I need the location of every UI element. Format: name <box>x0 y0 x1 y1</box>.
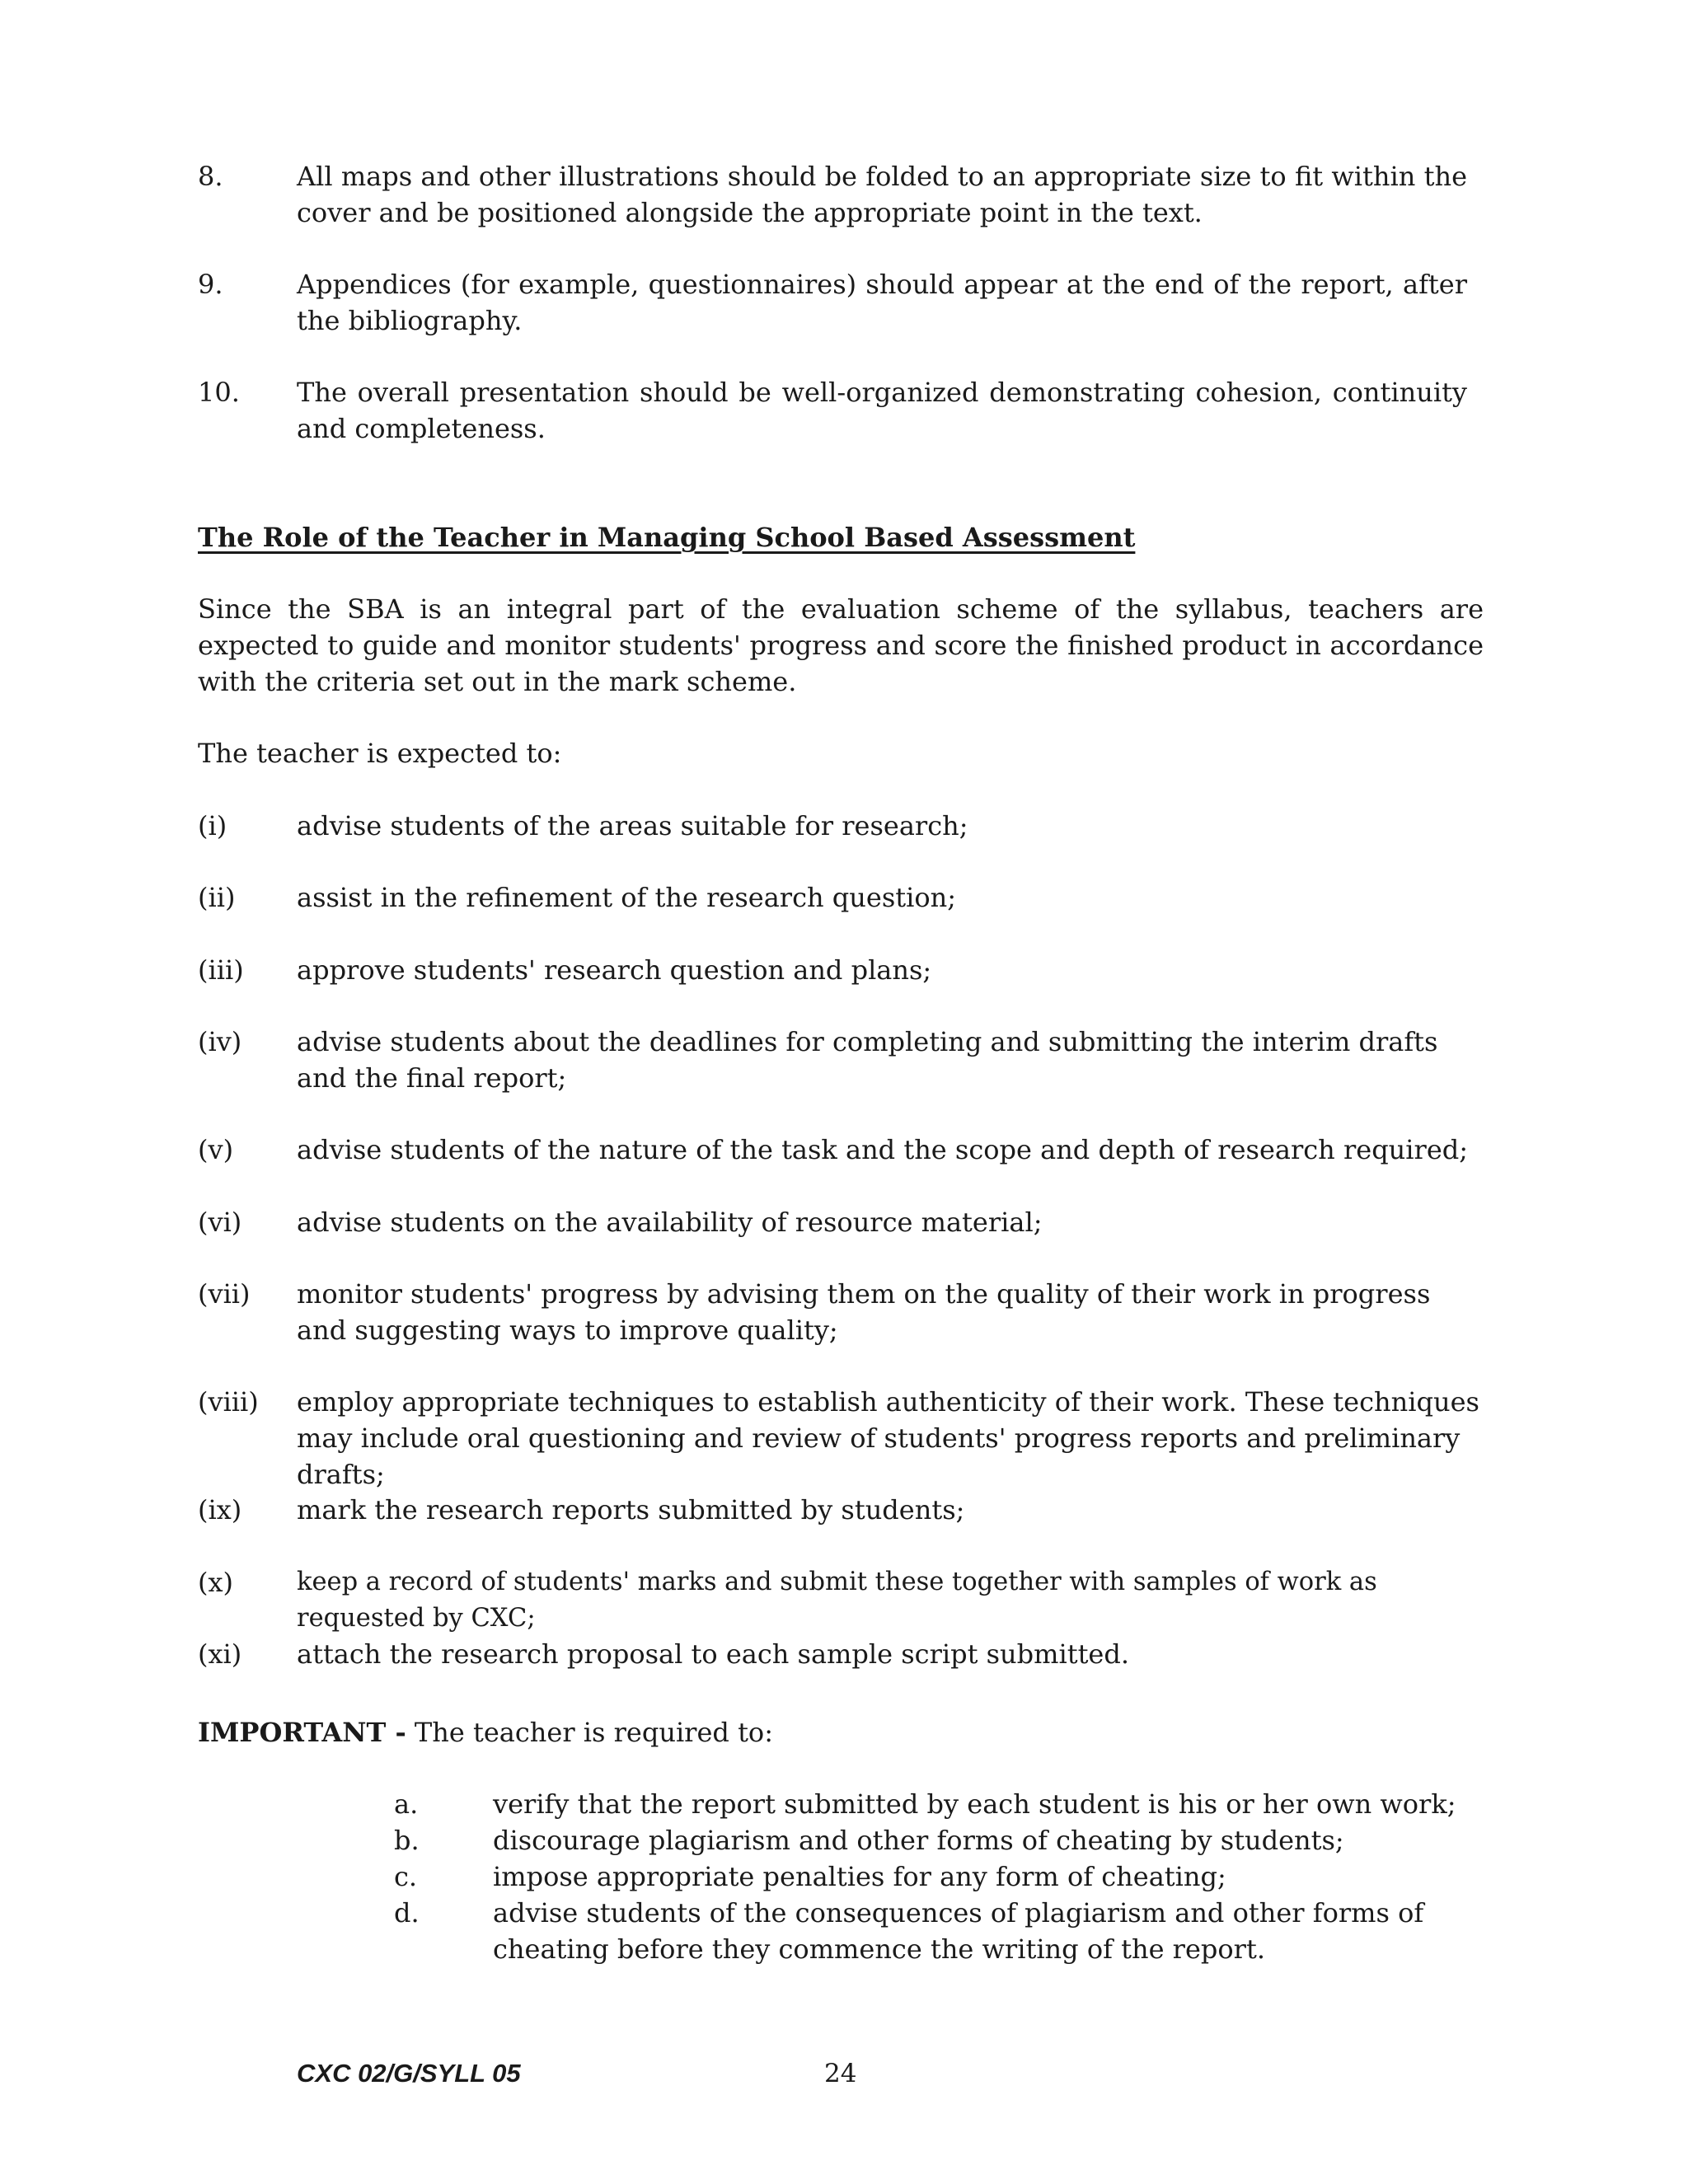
duty-item <box>198 952 1484 988</box>
duty-item <box>198 1636 1484 1672</box>
important-note <box>198 1714 773 1750</box>
duty-text: advise students of the areas suitable for research; <box>297 810 968 841</box>
duty-text: assist in the refinement of the research question; <box>297 882 956 913</box>
duty-number: (vi) <box>198 1207 242 1238</box>
duty-number: (ix) <box>198 1494 242 1526</box>
item-text: The overall presentation should be well-organized demonstrating cohesion, continuity and completeness. <box>297 377 1467 444</box>
duty-text: approve students' research question and plans; <box>297 954 932 986</box>
duty-item <box>198 1276 1484 1348</box>
important-label: IMPORTANT - <box>198 1717 406 1748</box>
duty-number: (xi) <box>198 1638 242 1670</box>
required-letter: d. <box>394 1897 420 1929</box>
item-number: 9. <box>198 269 223 300</box>
required-text: discourage plagiarism and other forms of cheating by students; <box>493 1825 1344 1856</box>
duty-number: (ii) <box>198 882 236 913</box>
required-text: advise students of the consequences of plagiarism and other forms of cheating before they commence the writing of the report. <box>493 1897 1424 1965</box>
duty-item <box>198 1024 1484 1096</box>
footer-document-code: CXC 02/G/SYLL 05 <box>297 2059 521 2088</box>
required-letter: c. <box>394 1861 418 1892</box>
item-text: Appendices (for example, questionnaires) should appear at the end of the report, after the bibliography. <box>297 269 1467 336</box>
required-item <box>394 1786 1474 1822</box>
required-item <box>394 1858 1474 1895</box>
item-number: 8. <box>198 161 223 192</box>
numbered-item-10 <box>198 374 1467 447</box>
duty-number: (vii) <box>198 1278 251 1310</box>
duty-number: (i) <box>198 810 227 841</box>
expected-intro: The teacher is expected to: <box>198 738 562 769</box>
duty-number: (x) <box>198 1567 234 1598</box>
duty-text: employ appropriate techniques to establish authenticity of their work. These techniques may include oral questioning and review of students' progress reports and preliminary drafts; <box>297 1386 1479 1490</box>
required-item <box>394 1822 1474 1858</box>
duty-text: attach the research proposal to each sample script submitted. <box>297 1638 1130 1670</box>
numbered-item-9 <box>198 266 1467 339</box>
duty-number: (v) <box>198 1134 234 1165</box>
duty-text: mark the research reports submitted by students; <box>297 1494 965 1526</box>
required-text: impose appropriate penalties for any form of cheating; <box>493 1861 1226 1892</box>
required-letter: a. <box>394 1788 419 1820</box>
duty-text: monitor students' progress by advising them on the quality of their work in progress and suggesting ways to improve quality; <box>297 1278 1431 1346</box>
footer-page-number: 24 <box>824 2059 857 2088</box>
duty-number: (iv) <box>198 1026 242 1057</box>
duty-item <box>198 1204 1484 1240</box>
required-letter: b. <box>394 1825 420 1856</box>
required-item <box>394 1895 1474 1967</box>
item-number: 10. <box>198 377 240 408</box>
duty-item <box>198 1564 1484 1637</box>
duty-text: advise students about the deadlines for completing and submitting the interim drafts and the final report; <box>297 1026 1438 1094</box>
section-heading: The Role of the Teacher in Managing School Based Assessment <box>198 522 1136 553</box>
duty-text: advise students on the availability of resource material; <box>297 1207 1043 1238</box>
duty-item <box>198 879 1484 916</box>
duty-item <box>198 1492 1484 1528</box>
numbered-item-8 <box>198 158 1467 231</box>
duty-number: (viii) <box>198 1386 259 1418</box>
duty-item <box>198 808 1484 844</box>
item-text: All maps and other illustrations should be folded to an appropriate size to fit within the cover and be positioned alongside the appropriate point in the text. <box>297 161 1467 228</box>
duty-text: keep a record of students' marks and submit these together with samples of work as requested by CXC; <box>297 1568 1377 1633</box>
duty-number: (iii) <box>198 954 244 986</box>
duty-item <box>198 1132 1484 1168</box>
intro-paragraph: Since the SBA is an integral part of the evaluation scheme of the syllabus, teachers are expected to guide and monitor students' progress and score the finished product in accordance with the criteria set out in the mark scheme. <box>198 593 1484 697</box>
required-text: verify that the report submitted by each student is his or her own work; <box>493 1788 1456 1820</box>
important-text: The teacher is required to: <box>414 1717 773 1748</box>
duty-item <box>198 1384 1484 1493</box>
duty-text: advise students of the nature of the task and the scope and depth of research required; <box>297 1134 1469 1165</box>
